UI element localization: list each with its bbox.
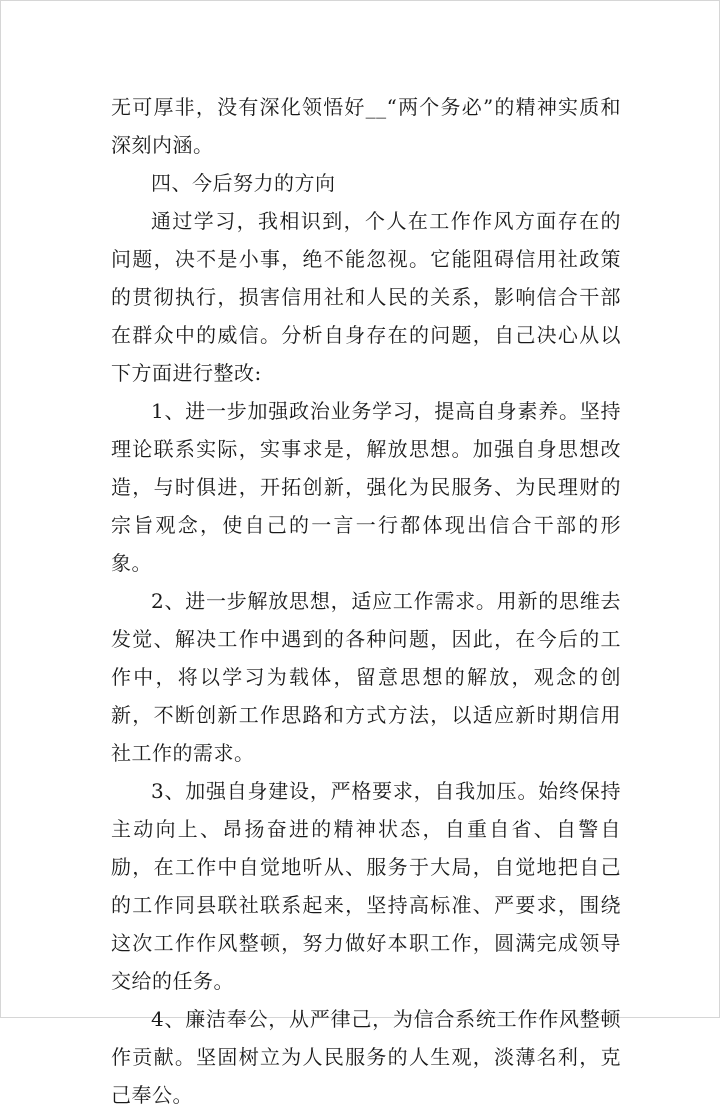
paragraph-item-4: 4、廉洁奉公，从严律己，为信合系统工作作风整顿作贡献。坚固树立为人民服务的人生观，淡薄名利，克己奉公。 xyxy=(111,1007,621,1107)
paragraph-item-3: 3、加强自身建设，严格要求，自我加压。始终保持主动向上、昂扬奋进的精神状态，自重自省、自警自励，在工作中自觉地听从、服务于大局，自觉地把自己的工作同县联社联系起来，坚持高标准、严要求，围绕这次工作作风整顿，努力做好本职工作，圆满完成领导交给的任务。 xyxy=(111,779,621,993)
section-heading: 四、今后努力的方向 xyxy=(151,171,336,195)
paragraph-item-2: 2、进一步解放思想，适应工作需求。用新的思维去发觉、解决工作中遇到的各种问题，因此，在今后的工作中，将以学习为载体，留意思想的解放，观念的创新，不断创新工作思路和方式方法，以适应新时期信用社工作的需求。 xyxy=(111,589,621,765)
paragraph-continuation: 无可厚非，没有深化领悟好__“两个务必”的精神实质和深刻内涵。 xyxy=(111,95,621,157)
paragraph-item-1: 1、进一步加强政治业务学习，提高自身素养。坚持理论联系实际，实事求是，解放思想。加强自身思想改造，与时俱进，开拓创新，强化为民服务、为民理财的宗旨观念，使自己的一言一行都体现出信合干部的形象。 xyxy=(111,399,621,575)
document-body xyxy=(111,88,621,1114)
paragraph-intro: 通过学习，我相识到，个人在工作作风方面存在的问题，决不是小事，绝不能忽视。它能阻碍信用社政策的贯彻执行，损害信用社和人民的关系，影响信合干部在群众中的威信。分析自身存在的问题，自己决心从以下方面进行整改: xyxy=(111,209,621,385)
